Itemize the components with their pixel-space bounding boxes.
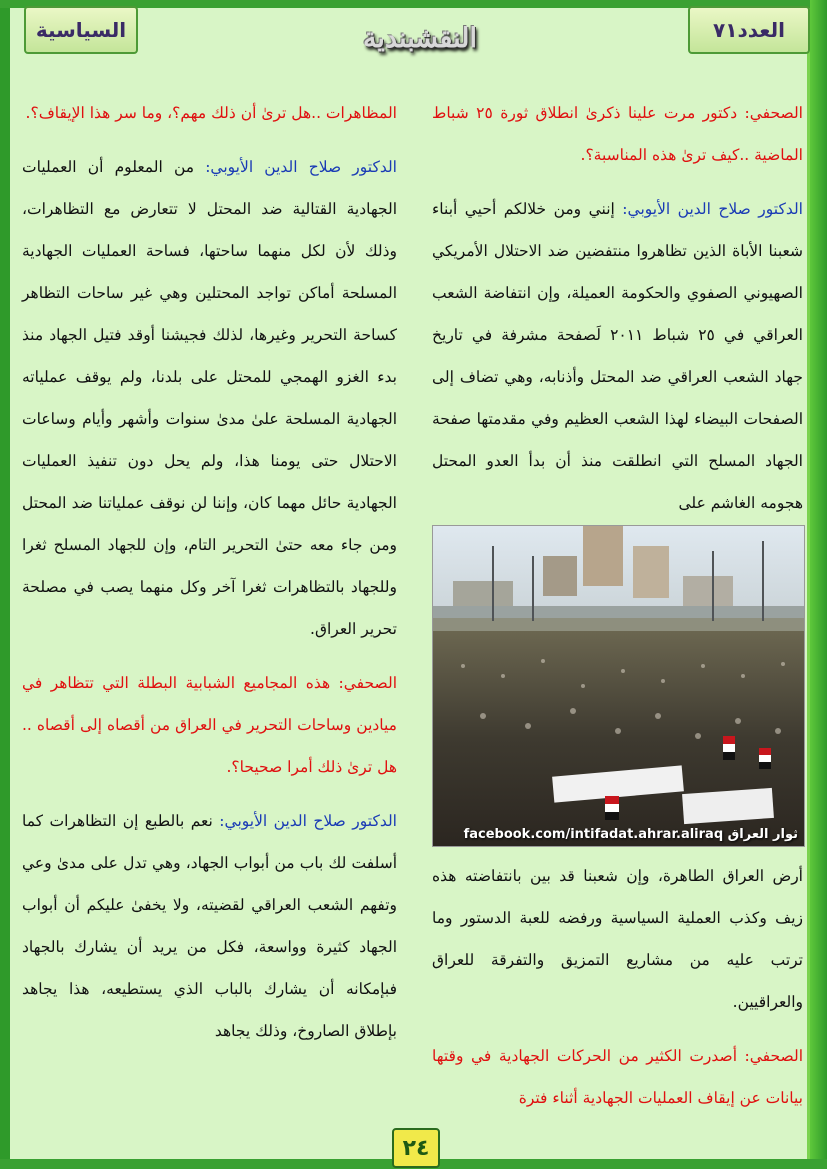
issue-number: العدد٧١: [688, 6, 810, 54]
speaker-name: الدكتور صلاح الدين الأيوبي:: [219, 812, 397, 830]
journalist-question: الصحفي: دكتور مرت علينا ذكرىٰ انطلاق ثورة ٢٥ شباط الماضية ..كيف ترىٰ هذه المناسبة؟.: [432, 104, 803, 164]
answer-text: نعم بالطبع إن التظاهرات كما أسلفت لك باب من أبواب الجهاد، وهي تدل على مدىٰ وعي وتفهم الشعب العراقي لقضيته، ولا يخفىٰ عليكم أن أبواب الجهاد كثيرة وواسعة، فكل من يريد أن يشارك بالجهاد فبإمكانه أن يشارك بالباب الذي يستطيعه، هذا يجاهد بإطلاق الصاروخ، وذلك يجاهد: [22, 812, 397, 1040]
page-number: ٢٤: [392, 1128, 440, 1168]
right-column-bottom: [432, 855, 803, 1131]
left-column: [22, 92, 397, 1064]
photo-caption: facebook.com/intifadat.ahrar.aliraq ثوار العراق: [463, 827, 798, 842]
right-frame-stripe: [810, 0, 827, 1169]
answer-text: إنني ومن خلالكم أحيي أبناء شعبنا الأباة الذين تظاهروا منتفضين ضد الاحتلال الأمريكي الصهيوني الصفوي والحكومة العميلة، وإن انتفاضة الشعب العراقي في ٢٥ شباط ٢٠١١ لَصفحة مشرفة في تاريخ جهاد الشعب العراقي ضد المحتل وأذنابه، وهي تضاف إلى الصفحات البيضاء لهذا الشعب العظيم وفي مقدمتها صفحة الجهاد المسلح التي انطلقت منذ أن بدأ العدو المحتل هجومه الغاشم على: [432, 200, 803, 512]
magazine-title: النقشبندية: [362, 22, 478, 54]
protest-crowd-photo: [432, 525, 805, 847]
speaker-name: الدكتور صلاح الدين الأيوبي:: [205, 158, 397, 176]
answer-text: أرض العراق الطاهرة، وإن شعبنا قد بين بانتفاضته هذه زيف وكذب العملية السياسية ورفضه للعبة الدستور وما ترتب عليه من مشاريع التمزيق والتفرقة للعراق والعراقيين.: [432, 867, 803, 1011]
right-column-top: [432, 92, 803, 524]
speaker-name: الدكتور صلاح الدين الأيوبي:: [622, 200, 803, 218]
section-label: السياسية: [24, 6, 138, 54]
journalist-question: الصحفي: هذه المجاميع الشبابية البطلة التي تتظاهر في ميادين وساحات التحرير في العراق من أقصاه إلى أقصاه .. هل ترىٰ ذلك أمرا صحيحا؟.: [22, 674, 397, 776]
answer-text: من المعلوم أن العمليات الجهادية القتالية ضد المحتل لا تتعارض مع التظاهرات، وذلك لأن لكل منهما ساحتها، فساحة العمليات الجهادية المسلحة أماكن تواجد المحتلين وهي غير ساحات التظاهر كساحة التحرير وغيرها، لذلك فجيشنا أوقد فتيل الجهاد منذ بدء الغزو الهمجي للمحتل على بلدنا، ولم يوقف عملياته الجهادية المسلحة علىٰ مدىٰ سنوات وأشهر وأيام وساعات الاحتلال حتى يومنا هذا، ولم يحل دون تنفيذ العمليات الجهادية حائل مهما كان، وإننا لن نوقف عملياتنا ضد المحتل ومن جاء معه حتىٰ التحرير التام، وإن للجهاد المسلح ثغرا وللجهاد بالتظاهرات ثغرا آخر وكل منهما يصب في مصلحة تحرير العراق.: [22, 158, 398, 638]
journalist-question: المظاهرات ..هل ترىٰ أن ذلك مهم؟، وما سر هذا الإيقاف؟.: [25, 104, 397, 122]
journalist-question: الصحفي: أصدرت الكثير من الحركات الجهادية في وقتها بيانات عن إيقاف العمليات الجهادية أثناء فترة: [432, 1047, 803, 1107]
